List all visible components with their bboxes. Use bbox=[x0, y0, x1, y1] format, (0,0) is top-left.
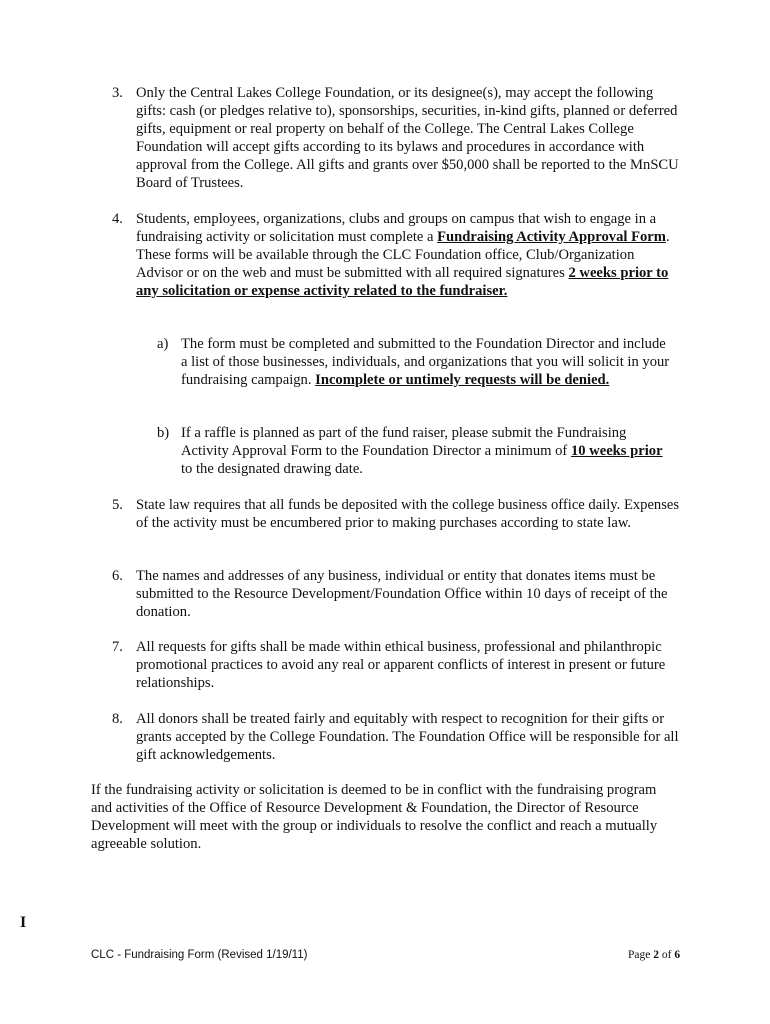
item-text-part: Students, employees, organizations, clubs and groups on campus that wish to engage in a fundraising activity or solicitation must complete a bbox=[136, 211, 657, 245]
item-number: a) bbox=[157, 336, 169, 352]
item-text-part: The form must be completed and submitted to the Foundation Director and include a list of those businesses, individuals, and organizations that you will solicit in your fundraising campaign. bbox=[181, 336, 670, 388]
list-item-3 bbox=[112, 84, 682, 192]
item-number: b) bbox=[157, 425, 170, 441]
page-of: of bbox=[658, 949, 675, 961]
sub-item-a bbox=[157, 335, 672, 389]
sub-item-b bbox=[157, 424, 672, 478]
item-text bbox=[181, 424, 672, 478]
list-item-6 bbox=[112, 567, 682, 621]
item-text bbox=[181, 335, 672, 389]
item-number: 5. bbox=[112, 497, 123, 513]
page-total: 6 bbox=[674, 949, 681, 961]
item-text-part: to the designated drawing date. bbox=[181, 461, 363, 477]
footer-page-number bbox=[628, 946, 680, 964]
item-text: All requests for gifts shall be made within ethical business, professional and philanthropic promotional practices to avoid any real or apparent conflicts of interest in present or future relationships. bbox=[136, 639, 666, 691]
item-number: 4. bbox=[112, 211, 123, 227]
item-number: 6. bbox=[112, 568, 123, 584]
page-prefix: Page bbox=[628, 949, 654, 961]
item-text: Only the Central Lakes College Foundation, or its designee(s), may accept the following gifts: cash (or pledges relative to), sponsorships, securities, in-kind gifts, planned or deferred gifts, equipment or real property on behalf of the College. The Central Lakes College Foundation will accept gifts according to its bylaws and procedures in accordance with approval from the College. All gifts and grants over $50,000 shall be reported to the MnSCU Board of Trustees. bbox=[136, 85, 679, 191]
item-text: The names and addresses of any business, individual or entity that donates items must be submitted to the Resource Development/Foundation Office within 10 days of receipt of the donation. bbox=[136, 568, 668, 620]
fundraising-approval-form-emphasis: Fundraising Activity Approval Form bbox=[437, 229, 666, 245]
denial-warning-emphasis: Incomplete or untimely requests will be denied. bbox=[315, 372, 610, 388]
item-number: 7. bbox=[112, 639, 123, 655]
item-number: 8. bbox=[112, 711, 123, 727]
item-text-part: If a raffle is planned as part of the fund raiser, please submit the Fundraising Activity Approval Form to the Foundation Director a minimum of bbox=[181, 425, 627, 459]
raffle-deadline-emphasis: 10 weeks prior bbox=[570, 443, 663, 459]
list-item-4 bbox=[112, 210, 682, 300]
item-number: 3. bbox=[112, 85, 123, 101]
item-text bbox=[136, 210, 682, 300]
item-text: All donors shall be treated fairly and equitably with respect to recognition for their gifts or grants accepted by the College Foundation. The Foundation Office will be responsible for all gift acknowledgements. bbox=[136, 711, 679, 763]
page-current: 2 bbox=[653, 949, 659, 961]
list-item-8 bbox=[112, 710, 682, 764]
item-text-part: . These forms will be available through the CLC Foundation office, Club/Organization Advisor or on the web and must be submitted with all required signatures bbox=[136, 229, 670, 281]
deadline-emphasis: 2 weeks prior to any solicitation or expense activity related to the fundraiser. bbox=[136, 265, 669, 299]
list-item-7 bbox=[112, 638, 682, 692]
footer-document-title: CLC - Fundraising Form (Revised 1/19/11) bbox=[91, 949, 308, 961]
list-item-5 bbox=[112, 496, 682, 532]
item-text: State law requires that all funds be deposited with the college business office daily. Expenses of the activity must be encumbered prior to making purchases according to state law. bbox=[136, 497, 680, 531]
closing-paragraph: If the fundraising activity or solicitation is deemed to be in conflict with the fundraising program and activities of the Office of Resource Development & Foundation, the Director of Resource Development will meet with the group or individuals to resolve the conflict and reach a mutually agreeable solution. bbox=[91, 782, 658, 852]
margin-marker: I bbox=[20, 914, 27, 931]
